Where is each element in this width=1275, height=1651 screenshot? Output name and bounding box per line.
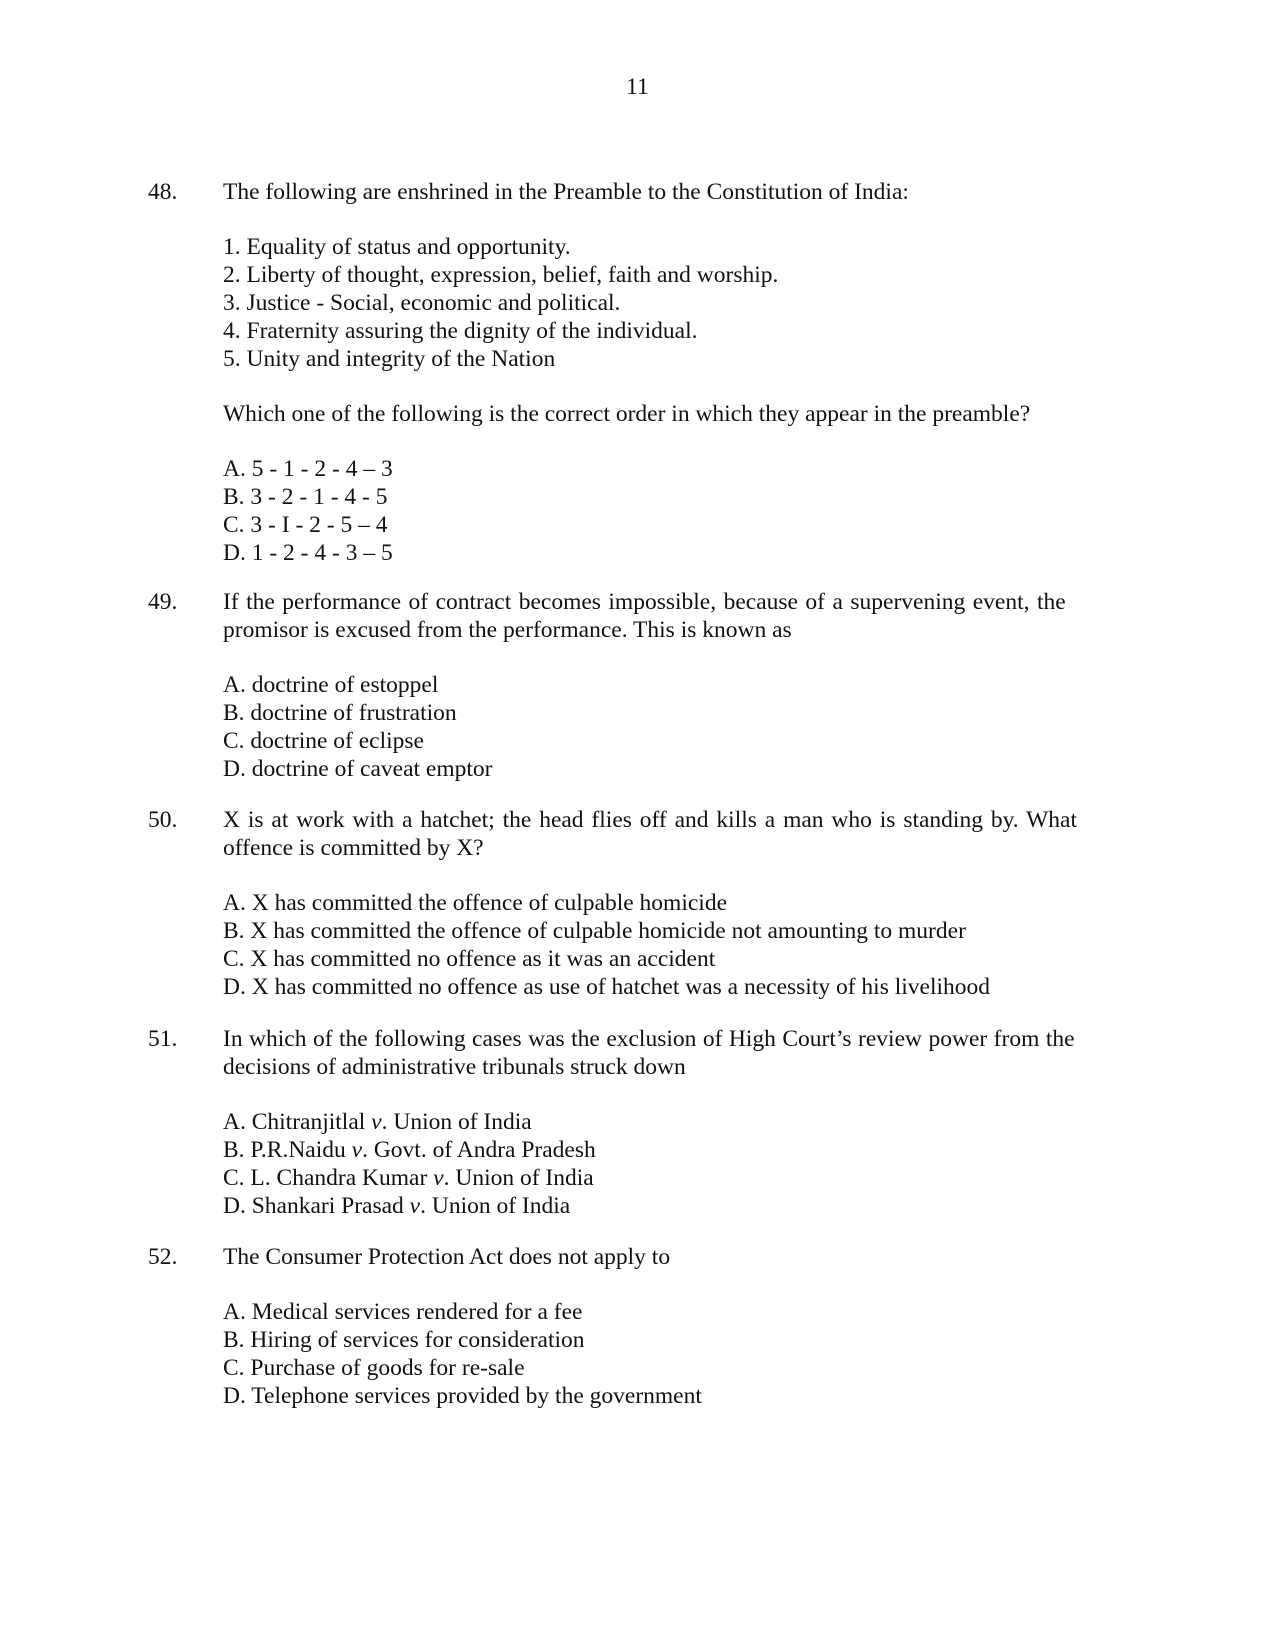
case-name: A. Chitranjitlal	[223, 1109, 372, 1135]
statement-item: 5. Unity and integrity of the Nation	[223, 346, 556, 372]
statement-item: 1. Equality of status and opportunity.	[223, 234, 571, 260]
option-a: A. doctrine of estoppel	[223, 672, 439, 698]
statement-item: 4. Fraternity assuring the dignity of the individual.	[223, 318, 698, 344]
option-list	[223, 1298, 1123, 1410]
question-stem	[223, 806, 1123, 862]
stem-line: offence is committed by X?	[223, 835, 484, 861]
case-party: . Govt. of Andra Pradesh	[362, 1137, 596, 1163]
option-b: B. 3 - 2 - 1 - 4 - 5	[223, 484, 388, 510]
question-stem	[223, 1025, 1123, 1081]
page-number: 11	[626, 74, 649, 100]
question-number: 49.	[148, 589, 178, 615]
option-list	[223, 671, 1123, 783]
statement-item: 3. Justice - Social, economic and political.	[223, 290, 621, 316]
question-body	[223, 1243, 1123, 1410]
stem-line: promisor is excused from the performance. This is known as	[223, 617, 792, 643]
option-list	[223, 455, 1123, 567]
question-number: 51.	[148, 1026, 178, 1052]
statement-item: 2. Liberty of thought, expression, belief, faith and worship.	[223, 262, 779, 288]
option-c: C. doctrine of eclipse	[223, 728, 424, 754]
option-c: C. 3 - I - 2 - 5 – 4	[223, 512, 388, 538]
stem-line: In which of the following cases was the exclusion of High Court’s review power from the	[223, 1026, 1075, 1052]
stem-line: decisions of administrative tribunals struck down	[223, 1054, 686, 1080]
option-a: A. 5 - 1 - 2 - 4 – 3	[223, 456, 393, 482]
versus-abbrev: v	[409, 1193, 421, 1219]
question-body	[223, 806, 1123, 1001]
case-name: B. P.R.Naidu	[223, 1137, 352, 1163]
question-stem: The Consumer Protection Act does not apply to	[223, 1244, 671, 1270]
question-stem	[223, 588, 1123, 644]
question-number: 48.	[148, 179, 178, 205]
question-body	[223, 1025, 1123, 1220]
question-stem: The following are enshrined in the Preamble to the Constitution of India:	[223, 179, 909, 205]
option-d	[223, 1192, 1123, 1220]
option-b: B. X has committed the offence of culpable homicide not amounting to murder	[223, 918, 966, 944]
case-name: C. L. Chandra Kumar	[223, 1165, 434, 1191]
option-list	[223, 1108, 1123, 1220]
option-c	[223, 1164, 1123, 1192]
case-party: . Union of India	[420, 1193, 571, 1219]
case-party: . Union of India	[443, 1165, 594, 1191]
option-a: A. X has committed the offence of culpable homicide	[223, 890, 727, 916]
followup-question: Which one of the following is the correct order in which they appear in the preamble?	[223, 401, 1031, 427]
question-number: 50.	[148, 807, 178, 833]
option-c: C. Purchase of goods for re-sale	[223, 1355, 525, 1381]
stem-line: X is at work with a hatchet; the head flies off and kills a man who is standing by. What	[223, 807, 1078, 833]
versus-abbrev: v	[433, 1165, 444, 1191]
option-d: D. doctrine of caveat emptor	[223, 756, 493, 782]
stem-line: If the performance of contract becomes impossible, because of a supervening event, the	[223, 589, 1066, 615]
statement-list	[223, 233, 1123, 373]
option-list	[223, 889, 1123, 1001]
option-d: D. 1 - 2 - 4 - 3 – 5	[223, 540, 393, 566]
option-b: B. Hiring of services for consideration	[223, 1327, 585, 1353]
option-d: D. X has committed no offence as use of hatchet was a necessity of his livelihood	[223, 974, 991, 1000]
question-number: 52.	[148, 1244, 178, 1270]
versus-abbrev: v	[351, 1137, 363, 1163]
option-c: C. X has committed no offence as it was an accident	[223, 946, 716, 972]
option-b	[223, 1136, 1123, 1164]
question-body	[223, 178, 1123, 567]
option-a: A. Medical services rendered for a fee	[223, 1299, 583, 1325]
versus-abbrev: v	[371, 1109, 382, 1135]
option-d: D. Telephone services provided by the government	[223, 1383, 702, 1409]
case-party: . Union of India	[381, 1109, 532, 1135]
case-name: D. Shankari Prasad	[223, 1193, 410, 1219]
question-body	[223, 588, 1123, 783]
option-a	[223, 1108, 1123, 1136]
option-b: B. doctrine of frustration	[223, 700, 457, 726]
